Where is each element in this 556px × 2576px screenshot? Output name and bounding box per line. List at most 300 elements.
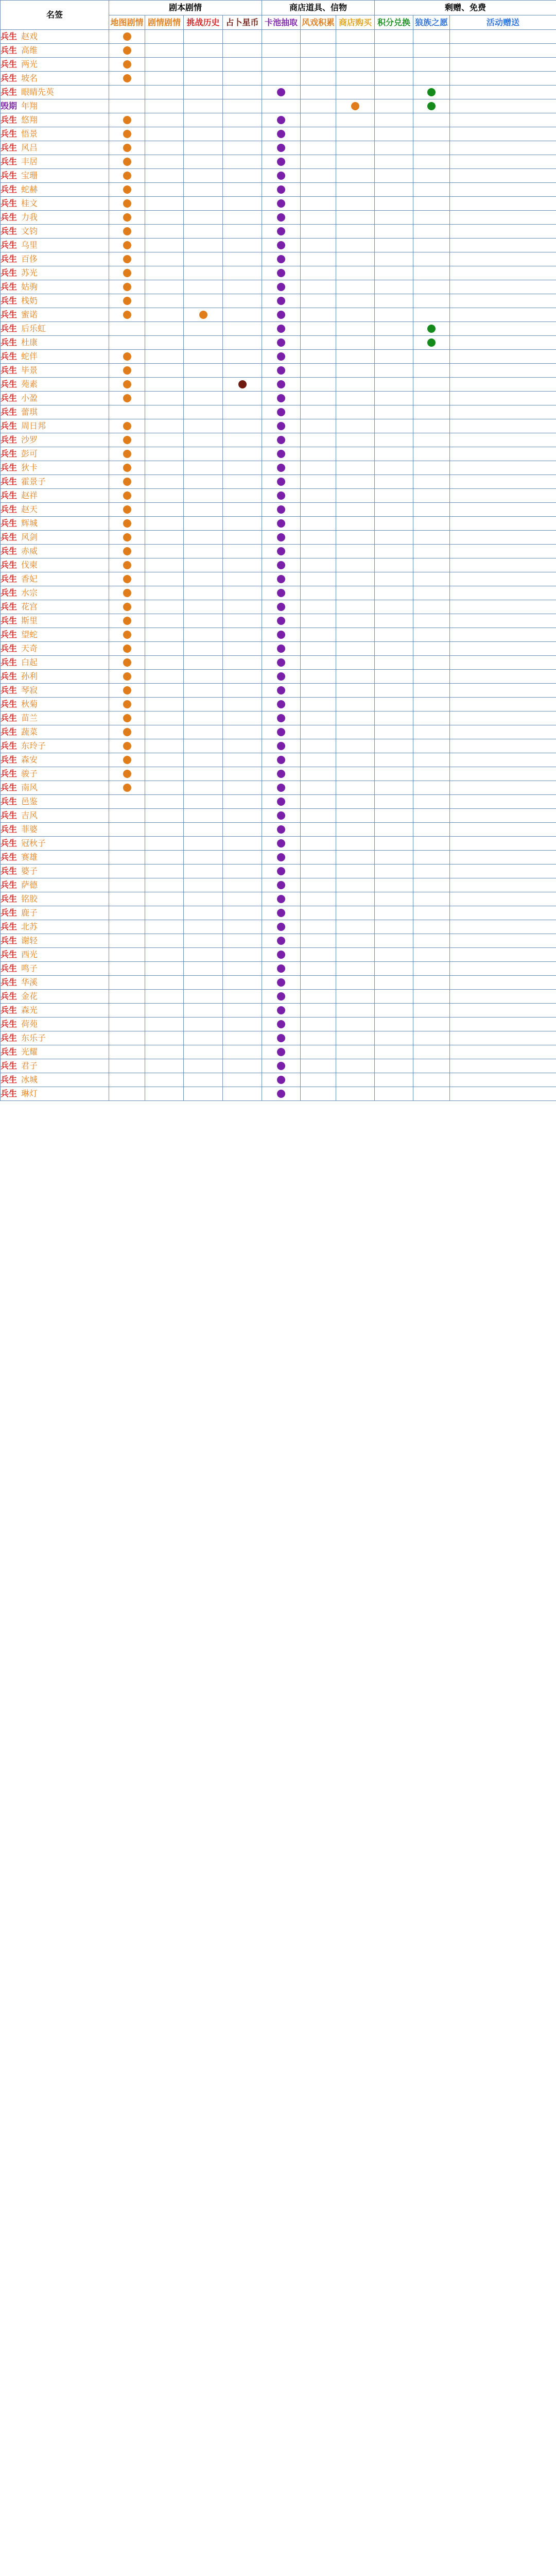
source-cell	[301, 837, 336, 851]
source-cell	[336, 656, 375, 670]
table-row	[1, 823, 556, 837]
table-row	[1, 322, 556, 336]
source-cell	[184, 405, 223, 419]
source-dot-icon	[277, 394, 285, 402]
source-dot-icon	[277, 784, 285, 792]
row-name-label: 望蛇	[21, 630, 38, 639]
row-type: 兵生	[1, 922, 18, 931]
table-row	[1, 684, 556, 698]
source-cell	[262, 225, 301, 239]
table-row	[1, 1059, 556, 1073]
source-cell	[375, 837, 413, 851]
row-type: 兵生	[1, 796, 18, 806]
row-type: 兵生	[1, 45, 18, 55]
source-cell	[262, 545, 301, 558]
source-cell	[184, 86, 223, 99]
source-cell	[184, 141, 223, 155]
row-name	[1, 44, 109, 58]
source-cell	[145, 169, 184, 183]
source-cell	[109, 1059, 145, 1073]
source-cell	[262, 934, 301, 948]
source-cell	[301, 392, 336, 405]
source-cell	[184, 280, 223, 294]
row-type: 兵生	[1, 351, 18, 361]
source-cell	[336, 781, 375, 795]
source-dot-icon	[277, 519, 285, 528]
source-dot-icon	[277, 895, 285, 903]
source-dot-icon	[277, 714, 285, 722]
row-type: 兵生	[1, 184, 18, 194]
source-dot-icon	[277, 311, 285, 319]
source-cell	[109, 1018, 145, 1031]
source-cell	[450, 809, 556, 823]
row-name-label: 斯里	[21, 616, 38, 625]
source-cell	[109, 600, 145, 614]
row-type: 兵生	[1, 866, 18, 876]
source-cell	[301, 531, 336, 545]
row-name	[1, 753, 109, 767]
source-cell	[223, 892, 262, 906]
source-cell	[336, 823, 375, 837]
source-cell	[336, 642, 375, 656]
row-name-label: 赤威	[21, 546, 38, 556]
source-cell	[375, 698, 413, 711]
row-name-label: 西光	[21, 950, 38, 959]
source-dot-icon	[123, 589, 131, 597]
source-cell	[413, 837, 450, 851]
source-cell	[301, 892, 336, 906]
source-cell	[223, 336, 262, 350]
source-cell	[184, 183, 223, 197]
source-dot-icon	[123, 478, 131, 486]
source-cell	[262, 614, 301, 628]
source-cell	[262, 322, 301, 336]
row-name	[1, 781, 109, 795]
row-name	[1, 211, 109, 225]
source-dot-icon	[277, 853, 285, 861]
source-dot-icon	[277, 269, 285, 277]
source-cell	[223, 614, 262, 628]
source-cell	[301, 197, 336, 211]
source-cell	[223, 823, 262, 837]
source-cell	[145, 642, 184, 656]
source-dot-icon	[123, 672, 131, 681]
source-cell	[336, 1073, 375, 1087]
source-cell	[413, 628, 450, 642]
source-cell	[223, 58, 262, 72]
source-cell	[109, 58, 145, 72]
source-cell	[184, 795, 223, 809]
source-dot-icon	[123, 172, 131, 180]
source-cell	[450, 739, 556, 753]
source-cell	[223, 962, 262, 976]
source-cell	[413, 892, 450, 906]
source-cell	[145, 739, 184, 753]
source-cell	[375, 670, 413, 684]
source-dot-icon	[277, 770, 285, 778]
source-cell	[450, 294, 556, 308]
table-row	[1, 489, 556, 503]
source-cell	[301, 503, 336, 517]
source-cell	[109, 225, 145, 239]
source-cell	[184, 725, 223, 739]
source-dot-icon	[277, 199, 285, 208]
source-cell	[413, 461, 450, 475]
row-name	[1, 767, 109, 781]
row-name-label: 孙利	[21, 671, 38, 681]
source-cell	[336, 809, 375, 823]
source-cell	[109, 155, 145, 169]
source-cell	[262, 86, 301, 99]
source-cell	[336, 86, 375, 99]
row-name	[1, 698, 109, 711]
source-cell	[184, 656, 223, 670]
source-cell	[223, 266, 262, 280]
table-row	[1, 614, 556, 628]
source-cell	[375, 225, 413, 239]
source-cell	[262, 531, 301, 545]
source-cell	[450, 865, 556, 878]
row-type: 兵生	[1, 393, 18, 403]
source-cell	[450, 851, 556, 865]
source-cell	[223, 364, 262, 378]
row-name-label: 南风	[21, 783, 38, 792]
source-cell	[109, 586, 145, 600]
source-cell	[223, 433, 262, 447]
source-cell	[450, 558, 556, 572]
source-cell	[184, 447, 223, 461]
row-name	[1, 976, 109, 990]
source-cell	[223, 392, 262, 405]
source-cell	[450, 1018, 556, 1031]
source-dot-icon	[277, 436, 285, 444]
source-cell	[109, 795, 145, 809]
source-cell	[145, 183, 184, 197]
source-cell	[336, 1059, 375, 1073]
source-cell	[301, 1018, 336, 1031]
source-cell	[413, 419, 450, 433]
source-cell	[375, 558, 413, 572]
source-cell	[375, 1004, 413, 1018]
row-name	[1, 252, 109, 266]
row-type: 兵生	[1, 657, 18, 667]
source-dot-icon	[277, 631, 285, 639]
source-cell	[262, 517, 301, 531]
source-dot-icon	[123, 269, 131, 277]
row-name	[1, 503, 109, 517]
source-cell	[145, 934, 184, 948]
row-type: 兵生	[1, 685, 18, 695]
source-cell	[336, 225, 375, 239]
source-cell	[184, 934, 223, 948]
source-cell	[109, 767, 145, 781]
source-cell	[145, 920, 184, 934]
source-cell	[336, 767, 375, 781]
source-cell	[184, 336, 223, 350]
source-cell	[450, 336, 556, 350]
source-cell	[184, 545, 223, 558]
source-dot-icon	[123, 631, 131, 639]
row-name	[1, 934, 109, 948]
source-cell	[450, 1004, 556, 1018]
source-cell	[336, 405, 375, 419]
source-cell	[450, 211, 556, 225]
source-dot-icon	[123, 756, 131, 764]
source-cell	[109, 113, 145, 127]
row-name-label: 栈奶	[21, 296, 38, 306]
source-cell	[109, 433, 145, 447]
source-cell	[450, 447, 556, 461]
table-row	[1, 656, 556, 670]
source-cell	[262, 364, 301, 378]
source-cell	[223, 113, 262, 127]
name-column-header: 名签	[1, 1, 109, 30]
source-cell	[336, 795, 375, 809]
source-cell	[413, 545, 450, 558]
table-row	[1, 906, 556, 920]
source-cell	[413, 1004, 450, 1018]
source-cell	[145, 336, 184, 350]
source-cell	[336, 545, 375, 558]
row-name-label: 铭胶	[21, 894, 38, 904]
source-cell	[145, 878, 184, 892]
source-dot-icon	[123, 450, 131, 458]
source-cell	[301, 628, 336, 642]
source-cell	[184, 837, 223, 851]
source-cell	[184, 628, 223, 642]
row-type: 兵生	[1, 671, 18, 681]
source-dot-icon	[123, 144, 131, 152]
source-cell	[301, 948, 336, 962]
source-dot-icon	[277, 1090, 285, 1098]
source-cell	[375, 1045, 413, 1059]
source-cell	[413, 711, 450, 725]
row-name-label: 悠翔	[21, 115, 38, 125]
source-cell	[262, 419, 301, 433]
row-name	[1, 920, 109, 934]
source-cell	[375, 197, 413, 211]
source-cell	[262, 767, 301, 781]
source-cell	[301, 1059, 336, 1073]
source-cell	[413, 753, 450, 767]
source-cell	[375, 58, 413, 72]
row-name	[1, 517, 109, 531]
source-cell	[145, 600, 184, 614]
row-name-label: 北苏	[21, 922, 38, 931]
row-name	[1, 1045, 109, 1059]
source-cell	[109, 461, 145, 475]
source-cell	[413, 252, 450, 266]
table-row	[1, 1004, 556, 1018]
source-cell	[450, 99, 556, 113]
row-type: 兵生	[1, 129, 18, 139]
row-name-label: 冠秋子	[21, 838, 46, 848]
source-cell	[450, 378, 556, 392]
source-cell	[109, 878, 145, 892]
source-cell	[450, 1045, 556, 1059]
source-cell	[184, 1059, 223, 1073]
source-cell	[184, 44, 223, 58]
source-cell	[184, 781, 223, 795]
row-name	[1, 572, 109, 586]
source-cell	[184, 503, 223, 517]
table-row	[1, 127, 556, 141]
row-name	[1, 294, 109, 308]
source-dot-icon	[123, 603, 131, 611]
source-cell	[184, 698, 223, 711]
row-name-label: 华溪	[21, 977, 38, 987]
row-name-label: 光耀	[21, 1047, 38, 1057]
source-cell	[413, 489, 450, 503]
source-cell	[413, 197, 450, 211]
source-dot-icon	[123, 394, 131, 402]
source-cell	[450, 600, 556, 614]
table-row	[1, 628, 556, 642]
source-cell	[109, 294, 145, 308]
row-name	[1, 809, 109, 823]
row-name	[1, 322, 109, 336]
source-cell	[223, 558, 262, 572]
source-dot-icon	[277, 366, 285, 375]
source-cell	[184, 1045, 223, 1059]
source-cell	[223, 99, 262, 113]
source-cell	[145, 767, 184, 781]
source-dot-icon	[277, 492, 285, 500]
source-cell	[109, 1087, 145, 1101]
source-cell	[336, 252, 375, 266]
source-cell	[145, 308, 184, 322]
source-cell	[301, 545, 336, 558]
row-type: 兵生	[1, 838, 18, 848]
source-dot-icon	[123, 492, 131, 500]
source-cell	[375, 642, 413, 656]
source-cell	[145, 266, 184, 280]
source-cell	[262, 475, 301, 489]
table-row	[1, 99, 556, 113]
source-cell	[223, 322, 262, 336]
row-name	[1, 990, 109, 1004]
table-row	[1, 1045, 556, 1059]
source-cell	[301, 169, 336, 183]
row-name-label: 桂文	[21, 198, 38, 208]
row-type: 兵生	[1, 1005, 18, 1015]
row-name-label: 赵祥	[21, 490, 38, 500]
source-cell	[336, 58, 375, 72]
source-cell	[262, 990, 301, 1004]
source-cell	[262, 809, 301, 823]
source-cell	[375, 545, 413, 558]
source-dot-icon	[123, 116, 131, 124]
source-cell	[375, 976, 413, 990]
table-row	[1, 517, 556, 531]
source-dot-icon	[277, 909, 285, 917]
source-cell	[301, 725, 336, 739]
source-dot-icon	[277, 325, 285, 333]
table-row	[1, 837, 556, 851]
source-cell	[145, 558, 184, 572]
source-cell	[375, 739, 413, 753]
source-cell	[109, 809, 145, 823]
source-cell	[450, 350, 556, 364]
source-cell	[375, 447, 413, 461]
table-row	[1, 30, 556, 44]
source-dot-icon	[277, 951, 285, 959]
source-cell	[336, 698, 375, 711]
source-cell	[413, 962, 450, 976]
source-cell	[375, 1018, 413, 1031]
source-cell	[413, 183, 450, 197]
source-cell	[301, 906, 336, 920]
source-cell	[375, 183, 413, 197]
source-dot-icon	[277, 617, 285, 625]
source-cell	[450, 127, 556, 141]
row-name-label: 沙罗	[21, 435, 38, 445]
source-cell	[184, 865, 223, 878]
source-cell	[450, 155, 556, 169]
source-cell	[375, 614, 413, 628]
source-cell	[184, 127, 223, 141]
source-dot-icon	[123, 422, 131, 430]
source-cell	[336, 753, 375, 767]
source-cell	[450, 308, 556, 322]
source-cell	[145, 1045, 184, 1059]
row-type: 兵生	[1, 630, 18, 639]
source-dot-icon	[123, 547, 131, 555]
source-cell	[413, 1087, 450, 1101]
row-name-label: 水宗	[21, 588, 38, 598]
row-type: 兵生	[1, 532, 18, 542]
row-type: 兵生	[1, 157, 18, 166]
source-cell	[301, 781, 336, 795]
source-dot-icon	[277, 742, 285, 750]
source-cell	[145, 392, 184, 405]
row-name	[1, 58, 109, 72]
source-cell	[336, 990, 375, 1004]
source-cell	[184, 1031, 223, 1045]
row-name	[1, 127, 109, 141]
source-cell	[145, 1031, 184, 1045]
row-type: 兵生	[1, 504, 18, 514]
source-cell	[262, 1004, 301, 1018]
source-cell	[184, 531, 223, 545]
source-cell	[450, 197, 556, 211]
source-cell	[413, 475, 450, 489]
source-cell	[109, 197, 145, 211]
source-cell	[413, 1073, 450, 1087]
source-cell	[336, 600, 375, 614]
source-cell	[375, 920, 413, 934]
source-cell	[223, 990, 262, 1004]
source-cell	[145, 837, 184, 851]
source-cell	[184, 586, 223, 600]
source-cell	[184, 308, 223, 322]
source-cell	[223, 1059, 262, 1073]
source-dot-icon	[277, 1006, 285, 1014]
table-row	[1, 1087, 556, 1101]
source-cell	[450, 545, 556, 558]
source-cell	[450, 517, 556, 531]
source-cell	[450, 113, 556, 127]
row-name-label: 丰居	[21, 157, 38, 166]
row-name-label: 菲婆	[21, 824, 38, 834]
source-cell	[336, 183, 375, 197]
row-name	[1, 628, 109, 642]
source-cell	[184, 558, 223, 572]
source-cell	[223, 447, 262, 461]
source-cell	[413, 141, 450, 155]
source-cell	[301, 113, 336, 127]
source-cell	[223, 155, 262, 169]
